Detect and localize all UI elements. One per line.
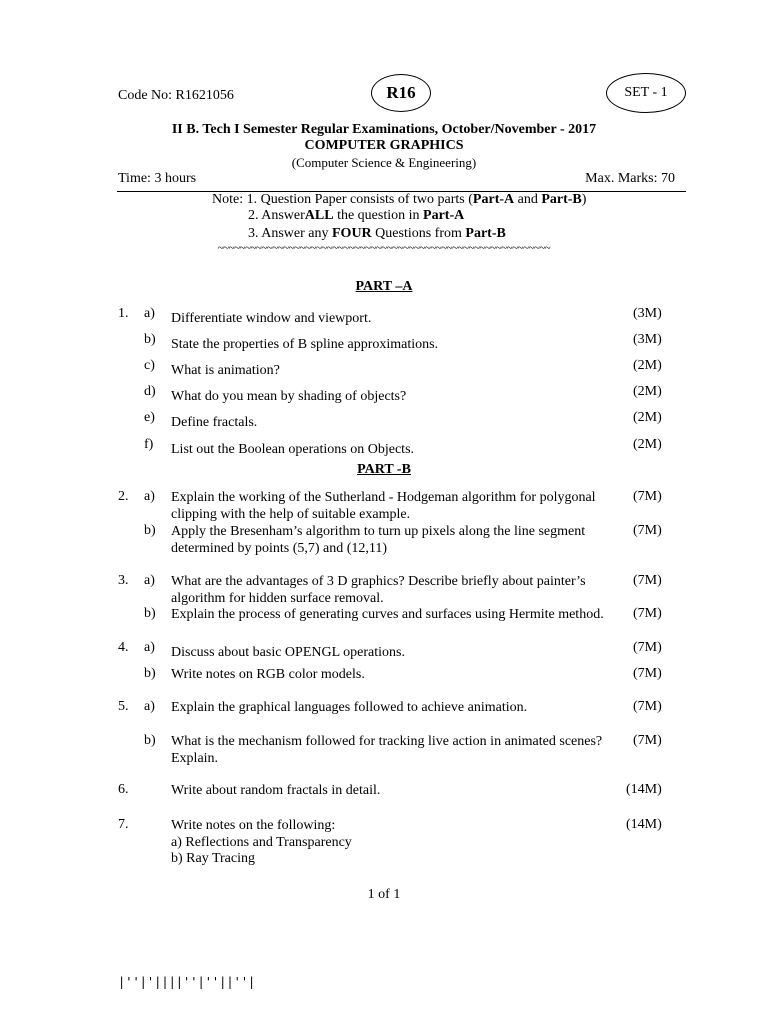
note-text: 3. Answer any — [248, 226, 332, 241]
question-number: 1. — [118, 306, 129, 321]
note-bold: Part-B — [541, 192, 582, 207]
question-text: What do you mean by shading of objects? — [171, 389, 407, 404]
question-text: Differentiate window and viewport. — [171, 311, 372, 326]
question-number: 2. — [118, 489, 129, 504]
max-marks: Max. Marks: 70 — [585, 171, 675, 186]
question-number: 5. — [118, 699, 129, 714]
note-text: Questions from — [371, 226, 466, 241]
note-text: ) — [581, 192, 587, 207]
regulation-badge — [371, 74, 431, 112]
sub-question-label: f) — [144, 437, 154, 452]
question-number: 7. — [118, 817, 129, 832]
exam-title: II B. Tech I Semester Regular Examinations, October/November - 2017 — [171, 122, 597, 137]
question-text-continued: determined by points (5,7) and (12,11) — [171, 541, 388, 556]
question-text: List out the Boolean operations on Objects. — [171, 442, 415, 457]
note-bold: Part-A — [472, 192, 515, 207]
question-text-continued: algorithm for hidden surface removal. — [171, 591, 384, 606]
regulation-label: R16 — [386, 83, 416, 102]
question-text: What is the mechanism followed for tracking live action in animated scenes? — [171, 734, 603, 749]
question-marks: (3M) — [633, 306, 662, 321]
question-marks: (7M) — [633, 733, 662, 748]
question-marks: (2M) — [633, 437, 662, 452]
sub-question-label: a) — [144, 573, 155, 588]
sub-question-label: a) — [144, 640, 155, 655]
question-marks: (2M) — [633, 358, 662, 373]
question-text: Explain the process of generating curves and surfaces using Hermite method. — [171, 607, 604, 622]
question-text: Write notes on the following: — [171, 818, 336, 833]
question-text: Explain the working of the Sutherland - Hodgeman algorithm for polygonal — [171, 490, 596, 505]
sub-question-label: b) — [144, 666, 156, 681]
question-number: 3. — [118, 573, 129, 588]
question-marks: (2M) — [633, 384, 662, 399]
question-marks: (14M) — [626, 817, 662, 832]
question-number: 6. — [118, 782, 129, 797]
question-text-continued: clipping with the help of suitable example. — [171, 507, 411, 522]
sub-question-label: d) — [144, 384, 156, 399]
sub-question-label: e) — [144, 410, 155, 425]
subject-title: COMPUTER GRAPHICS — [304, 138, 464, 153]
question-marks: (7M) — [633, 640, 662, 655]
time-allowed: Time: 3 hours — [118, 171, 197, 186]
part-a-heading: PART –A — [355, 279, 413, 294]
note-line-2 — [248, 208, 464, 224]
note-line-1 — [212, 192, 586, 208]
set-badge — [606, 73, 686, 113]
question-text: What are the advantages of 3 D graphics? Describe briefly about painter’s — [171, 574, 586, 589]
note-text: and — [514, 192, 542, 207]
question-text-continued: Explain. — [171, 751, 219, 766]
question-text: Write about random fractals in detail. — [171, 783, 381, 798]
question-marks: (7M) — [633, 666, 662, 681]
sub-question-label: c) — [144, 358, 155, 373]
note-bold: FOUR — [332, 226, 372, 241]
sub-question-label: b) — [144, 332, 156, 347]
question-number: 4. — [118, 640, 129, 655]
sub-question-label: b) — [144, 606, 156, 621]
page-number: 1 of 1 — [367, 887, 401, 902]
question-marks: (7M) — [633, 523, 662, 538]
note-line-3 — [248, 226, 506, 242]
code-number: Code No: R1621056 — [118, 88, 234, 103]
sub-question-label: b) — [144, 733, 156, 748]
barcode: |''|'||||''|''||''| — [118, 975, 256, 989]
sub-question-label: a) — [144, 489, 155, 504]
sub-question-label: a) — [144, 306, 155, 321]
sub-question-label: b) — [144, 523, 156, 538]
note-bold: Part-A — [423, 208, 465, 223]
separator-line: ~~~~~~~~~~~~~~~~~~~~~~~~~~~~~~~~~~~~~~~~~~~~~~~~~~~~~~~~~~~~~ — [217, 242, 551, 254]
question-text: What is animation? — [171, 363, 280, 378]
question-marks: (7M) — [633, 489, 662, 504]
question-marks: (3M) — [633, 332, 662, 347]
note-text: the question in — [333, 208, 424, 223]
branch-name: (Computer Science & Engineering) — [291, 155, 477, 170]
note-bold: ALL — [304, 208, 334, 223]
question-marks: (14M) — [626, 782, 662, 797]
question-text: Explain the graphical languages followed to achieve animation. — [171, 700, 528, 715]
question-marks: (7M) — [633, 699, 662, 714]
question-text: Discuss about basic OPENGL operations. — [171, 645, 405, 660]
question-marks: (2M) — [633, 410, 662, 425]
question-text-continued: a) Reflections and Transparency — [171, 835, 352, 850]
part-b-heading: PART -B — [357, 462, 411, 477]
question-text: State the properties of B spline approximations. — [171, 337, 439, 352]
note-bold: Part-B — [465, 226, 506, 241]
question-text: Apply the Bresenham’s algorithm to turn up pixels along the line segment — [171, 524, 586, 539]
set-label: SET - 1 — [624, 85, 668, 100]
note-text: 2. Answer — [248, 208, 305, 223]
question-text-continued: b) Ray Tracing — [171, 851, 255, 866]
question-text: Write notes on RGB color models. — [171, 667, 365, 682]
question-text: Define fractals. — [171, 415, 258, 430]
question-marks: (7M) — [633, 573, 662, 588]
note-text: Note: 1. Question Paper consists of two parts ( — [212, 192, 473, 207]
sub-question-label: a) — [144, 699, 155, 714]
question-marks: (7M) — [633, 606, 662, 621]
